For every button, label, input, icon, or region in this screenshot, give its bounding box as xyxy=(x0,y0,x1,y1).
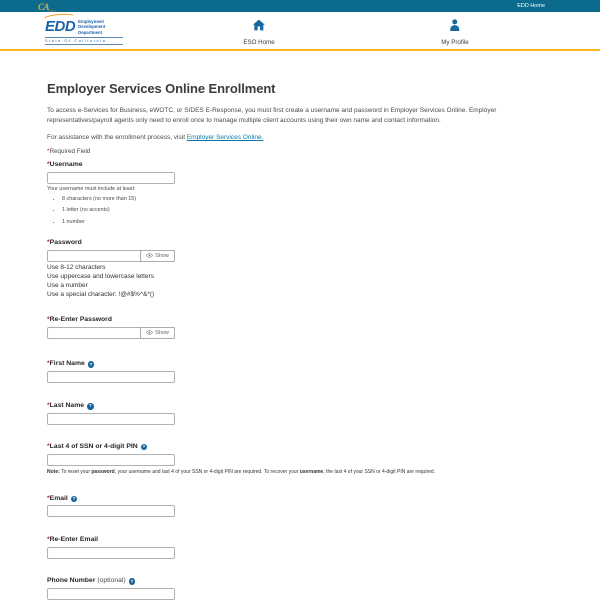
show-reenter-password-button[interactable]: Show xyxy=(140,327,175,339)
nav-my-profile[interactable] xyxy=(441,18,469,46)
email-field-group xyxy=(47,495,555,518)
username-hint-item: • 8 characters (no more than 15) xyxy=(62,196,555,204)
password-hints: Use 8-12 characters Use uppercase and lowercase letters Use a number Use a special character: !@#$%^&*() xyxy=(47,264,155,298)
ca-gov-logo-text: CA xyxy=(38,2,50,12)
username-hint-title: Your username must include at least: xyxy=(47,186,136,193)
username-label: * Username xyxy=(47,161,83,169)
edd-logo[interactable] xyxy=(45,17,123,45)
assistance-line: For assistance with the enrollment process, visit Employer Services Online. xyxy=(47,134,264,142)
nav-my-profile-label: My Profile xyxy=(441,39,469,46)
intro-paragraph: To access e-Services for Business, eWOTC, or SIDES E-Response, you must first create a username and password in Employer Services Online. Employer representatives/payroll agents only need to enroll once to manage multiple client accounts using their own name and contact information. xyxy=(47,107,497,124)
show-password-button[interactable]: Show xyxy=(140,250,175,262)
main-content xyxy=(0,51,600,600)
required-field-note: *Required Field xyxy=(47,147,91,155)
main-navbar xyxy=(0,12,600,51)
nav-eso-home-label: ESO Home xyxy=(243,39,275,46)
last-name-field-group xyxy=(47,402,555,425)
reenter-email-field-group xyxy=(47,536,555,559)
email-input[interactable] xyxy=(47,505,175,517)
eye-icon xyxy=(146,253,153,260)
ssn-pin-input[interactable] xyxy=(47,454,175,466)
reenter-email-label: * Re-Enter Email xyxy=(47,536,99,544)
ssn-pin-help-icon[interactable]: ? xyxy=(142,444,146,450)
top-utility-bar xyxy=(0,0,600,12)
username-hint-list xyxy=(47,196,555,227)
first-name-field-group xyxy=(47,360,555,383)
username-input[interactable] xyxy=(47,172,175,184)
password-label: * Password xyxy=(47,239,82,247)
password-field-group xyxy=(47,239,555,299)
phone-field-group xyxy=(47,577,555,600)
first-name-input[interactable] xyxy=(47,371,175,383)
email-help-icon[interactable]: ? xyxy=(72,496,76,502)
phone-label: Phone Number (optional) ? xyxy=(47,577,134,585)
ssn-pin-label: * Last 4 of SSN or 4-digit PIN ? xyxy=(47,442,146,450)
last-name-input[interactable] xyxy=(47,413,175,425)
reenter-password-label: * Re-Enter Password xyxy=(47,316,112,324)
edd-logo-acronym: EDD xyxy=(45,18,76,35)
edd-logo-state-line: State Of California xyxy=(45,37,123,45)
email-label: * Email ? xyxy=(47,494,76,502)
home-icon xyxy=(252,18,265,36)
first-name-label: * First Name ? xyxy=(47,360,93,368)
phone-input[interactable] xyxy=(47,588,175,600)
edd-home-link[interactable]: EDD Home xyxy=(517,3,545,9)
ssn-pin-note: Note: To reset your password, your username and last 4 of your SSN or 4-digit PIN are required. To recover your username, the last 4 of your SSN or 4-digit PIN are required. xyxy=(47,468,436,475)
phone-help-icon[interactable]: ? xyxy=(130,578,134,584)
username-field-group xyxy=(47,161,555,226)
edd-logo-department-text: Employment Development Department xyxy=(78,19,106,35)
username-hint-item: • 1 number xyxy=(62,219,555,227)
eye-icon xyxy=(146,330,153,337)
username-hint-item: • 1 letter (no accents) xyxy=(62,207,555,215)
page-title: Employer Services Online Enrollment xyxy=(47,81,276,96)
last-name-help-icon[interactable]: ? xyxy=(88,403,92,409)
ssn-pin-field-group xyxy=(47,443,555,476)
nav-eso-home[interactable] xyxy=(243,18,274,46)
last-name-label: * Last Name ? xyxy=(47,401,92,409)
person-icon xyxy=(449,18,460,36)
employer-services-online-link[interactable]: Employer Services Online. xyxy=(186,134,264,142)
reenter-password-field-group xyxy=(47,316,555,339)
first-name-help-icon[interactable]: ? xyxy=(89,361,93,367)
reenter-email-input[interactable] xyxy=(47,547,175,559)
